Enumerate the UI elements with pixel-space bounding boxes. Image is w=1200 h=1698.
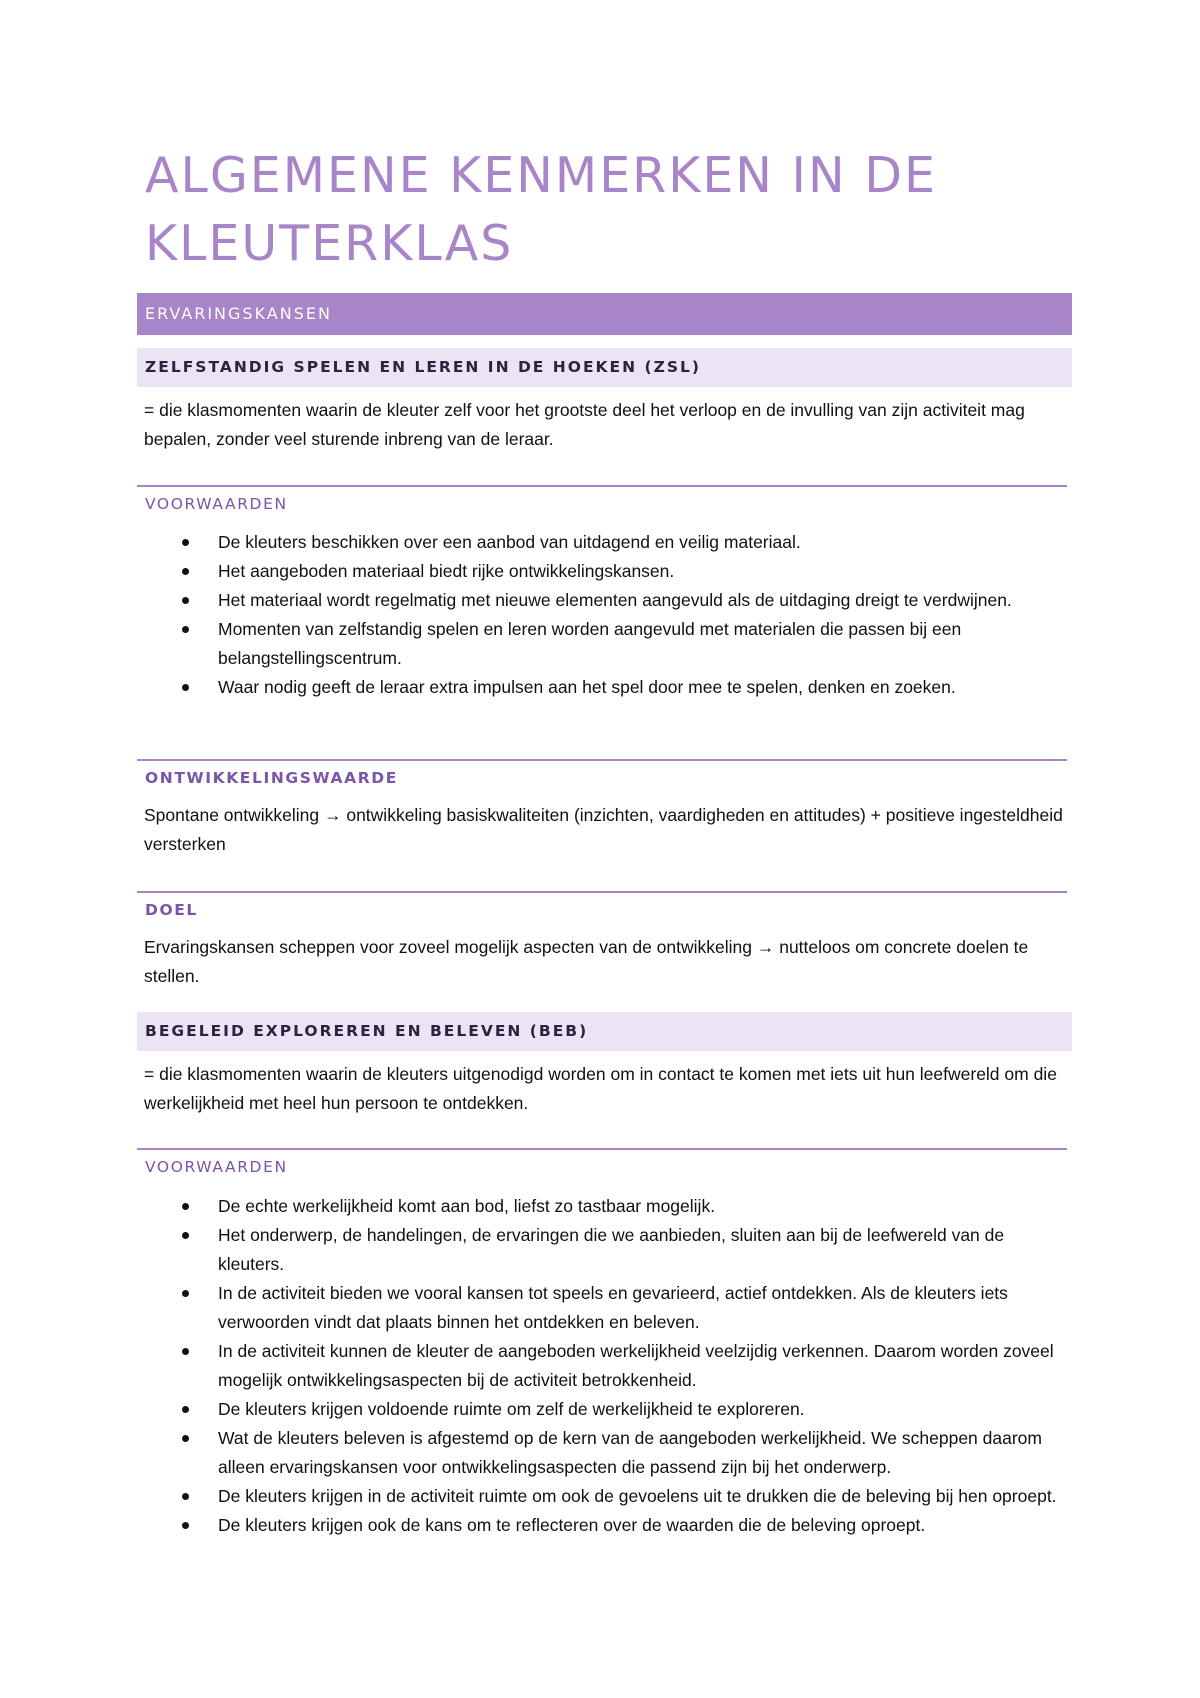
section-banner-ervaringskansen: ERVARINGSKANSEN bbox=[137, 293, 1072, 335]
bullet-icon bbox=[182, 1203, 189, 1210]
zsl-doel-heading: DOEL bbox=[137, 891, 1067, 933]
document-title: ALGEMENE KENMERKEN IN DE KLEUTERKLAS bbox=[145, 147, 937, 272]
list-item: Het onderwerp, de handelingen, de ervaringen die we aanbieden, sluiten aan bij de leefwereld van de kleuters. bbox=[144, 1221, 1074, 1279]
list-item: In de activiteit bieden we vooral kansen tot speels en gevarieerd, actief ontdekken. Als de kleuters iets verwoorden vindt dat plaats binnen het ontdekken en beleven. bbox=[144, 1279, 1074, 1337]
zsl-doel-text: Ervaringskansen scheppen voor zoveel mogelijk aspecten van de ontwikkeling → nutteloos om concrete doelen te stellen. bbox=[144, 937, 1029, 986]
bullet-icon bbox=[182, 1493, 189, 1500]
list-item: Wat de kleuters beleven is afgestemd op de kern van de aangeboden werkelijkheid. We scheppen daarom alleen ervaringskansen voor ontwikkelingsaspecten die passend zijn bij het onderwerp. bbox=[144, 1424, 1074, 1482]
zsl-voorwaarden-list bbox=[144, 528, 1074, 702]
bullet-icon bbox=[182, 1348, 189, 1355]
list-item: De kleuters krijgen voldoende ruimte om zelf de werkelijkheid te exploreren. bbox=[144, 1395, 1074, 1424]
list-item: De kleuters krijgen in de activiteit ruimte om ook de gevoelens uit te drukken die de beleving bij hen oproept. bbox=[144, 1482, 1074, 1511]
list-item: De kleuters krijgen ook de kans om te reflecteren over de waarden die de beleving oproept. bbox=[144, 1511, 1074, 1540]
heading-zsl: ZELFSTANDIG SPELEN EN LEREN IN DE HOEKEN (ZSL) bbox=[137, 348, 1072, 387]
bullet-icon bbox=[182, 1232, 189, 1239]
list-item: De echte werkelijkheid komt aan bod, liefst zo tastbaar mogelijk. bbox=[144, 1192, 1074, 1221]
list-item: Momenten van zelfstandig spelen en leren worden aangevuld met materialen die passen bij een belangstellingscentrum. bbox=[144, 615, 1074, 673]
bullet-icon bbox=[182, 1290, 189, 1297]
bullet-icon bbox=[182, 597, 189, 604]
list-item: Het aangeboden materiaal biedt rijke ontwikkelingskansen. bbox=[144, 557, 1074, 586]
zsl-voorwaarden-heading: VOORWAARDEN bbox=[137, 485, 1067, 527]
bullet-icon bbox=[182, 539, 189, 546]
list-item: De kleuters beschikken over een aanbod van uitdagend en veilig materiaal. bbox=[144, 528, 1074, 557]
bullet-icon bbox=[182, 1522, 189, 1529]
bullet-icon bbox=[182, 684, 189, 691]
zsl-definition: = die klasmomenten waarin de kleuter zelf voor het grootste deel het verloop en de invulling van zijn activiteit mag bepalen, zonder veel sturende inbreng van de leraar. bbox=[144, 400, 1025, 449]
zsl-ontwikkelingswaarde-heading: ONTWIKKELINGSWAARDE bbox=[137, 759, 1067, 801]
beb-voorwaarden-list bbox=[144, 1192, 1074, 1540]
list-item: In de activiteit kunnen de kleuter de aangeboden werkelijkheid veelzijdig verkennen. Daarom worden zoveel mogelijk ontwikkelingsaspecten bij de activiteit betrokkenheid. bbox=[144, 1337, 1074, 1395]
bullet-icon bbox=[182, 1406, 189, 1413]
heading-beb: BEGELEID EXPLOREREN EN BELEVEN (BEB) bbox=[137, 1012, 1072, 1051]
list-item: Het materiaal wordt regelmatig met nieuwe elementen aangevuld als de uitdaging dreigt te verdwijnen. bbox=[144, 586, 1074, 615]
bullet-icon bbox=[182, 626, 189, 633]
zsl-ontwikkelingswaarde-text: Spontane ontwikkeling → ontwikkeling basiskwaliteiten (inzichten, vaardigheden en attitudes) + positieve ingesteldheid versterken bbox=[144, 805, 1063, 854]
bullet-icon bbox=[182, 568, 189, 575]
list-item: Waar nodig geeft de leraar extra impulsen aan het spel door mee te spelen, denken en zoeken. bbox=[144, 673, 1074, 702]
beb-voorwaarden-heading: VOORWAARDEN bbox=[137, 1148, 1067, 1190]
beb-definition: = die klasmomenten waarin de kleuters uitgenodigd worden om in contact te komen met iets uit hun leefwereld om die werkelijkheid met heel hun persoon te ontdekken. bbox=[144, 1064, 1057, 1113]
bullet-icon bbox=[182, 1435, 189, 1442]
